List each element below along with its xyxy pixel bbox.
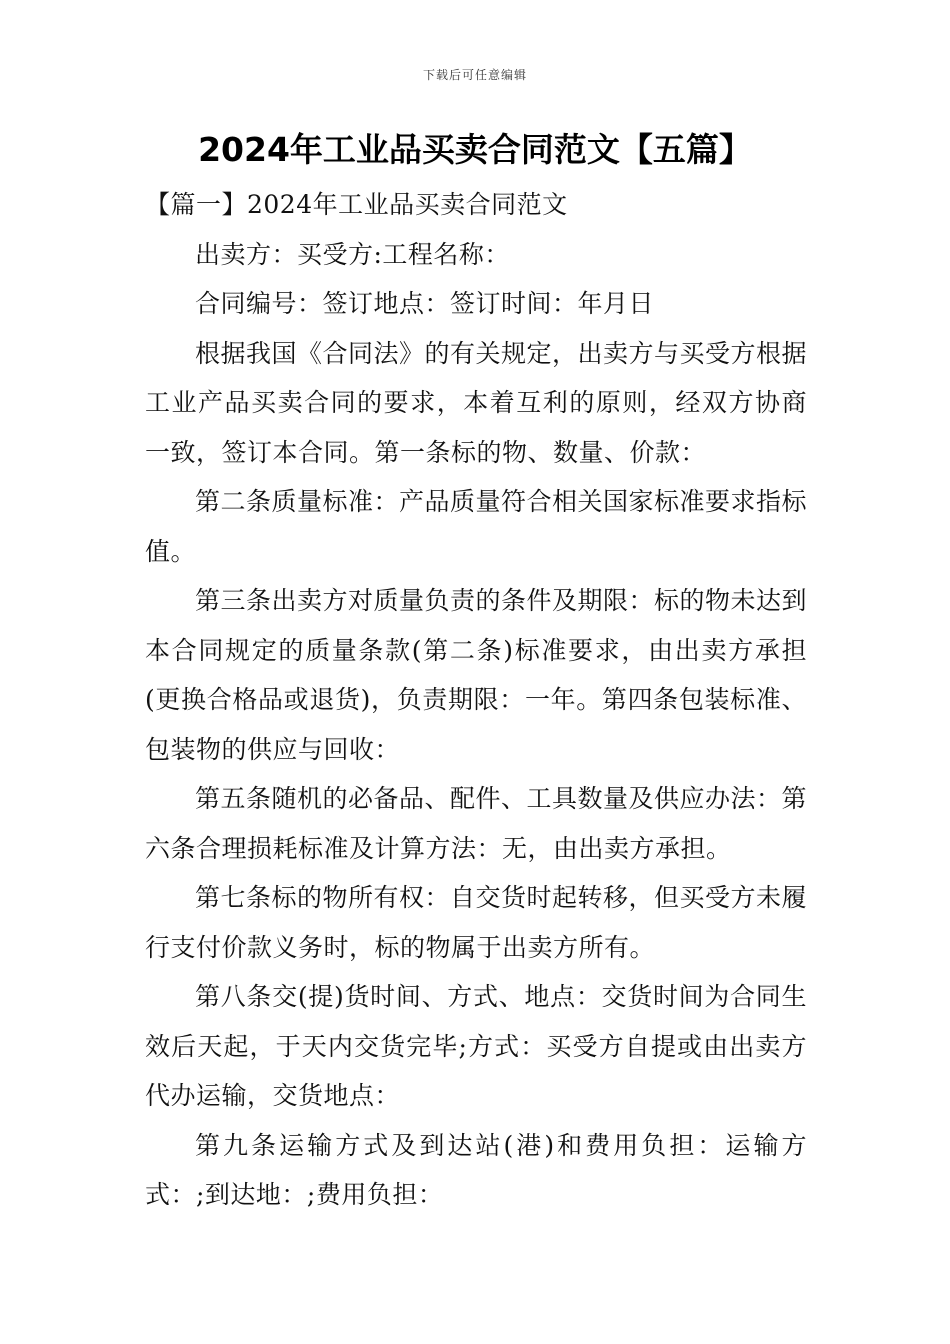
document-title: 2024年工业品买卖合同范文【五篇】	[198, 130, 752, 169]
paragraph-contract-info: 合同编号：签订地点：签订时间：年月日	[195, 289, 655, 318]
paragraph-article-7: 第七条标的物所有权：自交货时起转移，但买受方未履行支付价款义务时，标的物属于出卖方所有。	[145, 883, 808, 962]
document-body	[145, 180, 807, 1220]
paragraph-article-3: 第三条出卖方对质量负责的条件及期限：标的物未达到本合同规定的质量条款(第二条)标准要求，由出卖方承担(更换合格品或退货)，负责期限：一年。第四条包装标准、包装物的供应与回收：	[145, 586, 808, 764]
paragraph-article-5: 第五条随机的必备品、配件、工具数量及供应办法：第六条合理损耗标准及计算方法：无，由出卖方承担。	[145, 784, 808, 863]
paragraph-parties: 出卖方：买受方:工程名称：	[195, 239, 510, 269]
paragraph-article-2: 第二条质量标准：产品质量符合相关国家标准要求指标值。	[145, 487, 808, 566]
paragraph-article-8: 第八条交(提)货时间、方式、地点：交货时间为合同生效后天起，于天内交货完毕;方式：买受方自提或由出卖方代办运输，交货地点：	[145, 982, 807, 1110]
section-heading: 【篇一】2024年工业品买卖合同范文	[145, 190, 568, 219]
header-note: 下载后可任意编辑	[422, 68, 527, 82]
paragraph-article-9: 第九条运输方式及到达站(港)和费用负担：运输方式：;到达地：;费用负担：	[145, 1130, 807, 1209]
paragraph-preamble: 根据我国《合同法》的有关规定，出卖方与买受方根据工业产品买卖合同的要求，本着互利的原则，经双方协商一致，签订本合同。第一条标的物、数量、价款：	[145, 338, 808, 467]
